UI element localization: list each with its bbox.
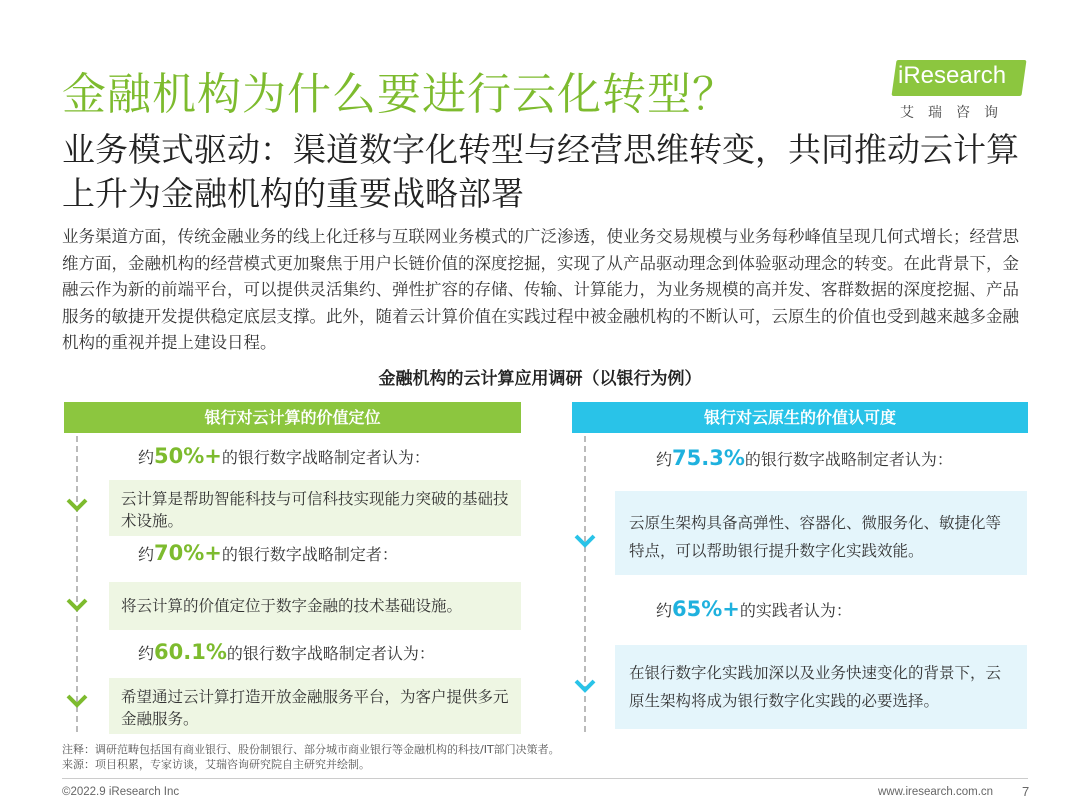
survey-title: 金融机构的云计算应用调研（以银行为例）: [378, 369, 702, 389]
left-dashed-guide: [76, 436, 78, 732]
logo-cn-text: 艾瑞咨询: [900, 105, 1012, 121]
left-stat-2: [138, 541, 398, 565]
stat-value: 75.3%: [672, 446, 745, 470]
page-number: 7: [1022, 784, 1030, 799]
stat-suffix: 的实践者认为：: [739, 601, 852, 620]
right-stat-1: [656, 446, 953, 470]
footer-url[interactable]: www.iresearch.com.cn: [878, 786, 994, 798]
right-stat-2: [656, 597, 852, 621]
notes: [62, 742, 560, 772]
chevron-down-icon: [66, 594, 88, 616]
logo-text: iResearch: [898, 62, 1007, 89]
left-stat-1: [138, 444, 430, 468]
stat-value: 60.1%: [154, 640, 227, 664]
left-panel-header: 银行对云计算的价值定位: [64, 402, 521, 433]
stat-prefix: 约: [138, 448, 155, 467]
right-box-2: 在银行数字化实践加深以及业务快速变化的背景下，云原生架构将成为银行数字化实践的必要选择。: [615, 645, 1027, 729]
left-box-2: 将云计算的价值定位于数字金融的技术基础设施。: [109, 582, 521, 630]
stat-suffix: 的银行数字战略制定者认为：: [221, 448, 430, 467]
stat-suffix: 的银行数字战略制定者认为：: [226, 644, 435, 663]
stat-prefix: 约: [138, 545, 155, 564]
page-title: 金融机构为什么要进行云化转型？: [62, 69, 737, 120]
iresearch-logo: [880, 58, 1030, 124]
chevron-down-icon: [574, 530, 596, 552]
source-line: 来源：项目积累，专家访谈，艾瑞咨询研究院自主研究并绘制。: [62, 758, 370, 771]
stat-prefix: 约: [138, 644, 155, 663]
stat-value: 65%+: [672, 597, 740, 621]
note-line: 注释：调研范畴包括国有商业银行、股份制银行、部分城市商业银行等金融机构的科技/IT部门决策者。: [62, 743, 560, 756]
chevron-down-icon: [66, 494, 88, 516]
chevron-down-icon: [66, 690, 88, 712]
right-box-1: 云原生架构具备高弹性、容器化、微服务化、敏捷化等特点，可以帮助银行提升数字化实践效能。: [615, 491, 1027, 575]
stat-prefix: 约: [656, 601, 673, 620]
left-box-1: 云计算是帮助智能科技与可信科技实现能力突破的基础技术设施。: [109, 480, 521, 536]
stat-value: 70%+: [154, 541, 222, 565]
stat-suffix: 的银行数字战略制定者：: [221, 545, 398, 564]
stat-value: 50%+: [154, 444, 222, 468]
left-stat-3: [138, 640, 435, 664]
chevron-down-icon: [574, 675, 596, 697]
right-panel-header: 银行对云原生的价值认可度: [572, 402, 1028, 433]
stat-prefix: 约: [656, 450, 673, 469]
footer-divider: [62, 778, 1028, 779]
footer-copyright: ©2022.9 iResearch Inc: [62, 786, 180, 798]
stat-suffix: 的银行数字战略制定者认为：: [744, 450, 953, 469]
left-box-3: 希望通过云计算打造开放金融服务平台，为客户提供多元金融服务。: [109, 678, 521, 734]
intro-paragraph: 业务渠道方面，传统金融业务的线上化迁移与互联网业务模式的广泛渗透，使业务交易规模与业务每秒峰值呈现几何式增长；经营思维方面，金融机构的经营模式更加聚焦于用户长链价值的深度挖掘，实现了从产品驱动理念到体验驱动理念的转变。在此背景下，金融云作为新的前端平台，可以提供灵活集约、弹性扩容的存储、传输、计算能力，为业务规模的高并发、客群数据的深度挖掘、产品服务的敏捷开发提供稳定底层支撑。此外，随着云计算价值在实践过程中被金融机构的不断认可，云原生的价值也受到越来越多金融机构的重视并提上建设日程。: [62, 227, 1019, 352]
page-subtitle: 业务模式驱动：渠道数字化转型与经营思维转变，共同推动云计算上升为金融机构的重要战略部署: [62, 130, 1019, 213]
